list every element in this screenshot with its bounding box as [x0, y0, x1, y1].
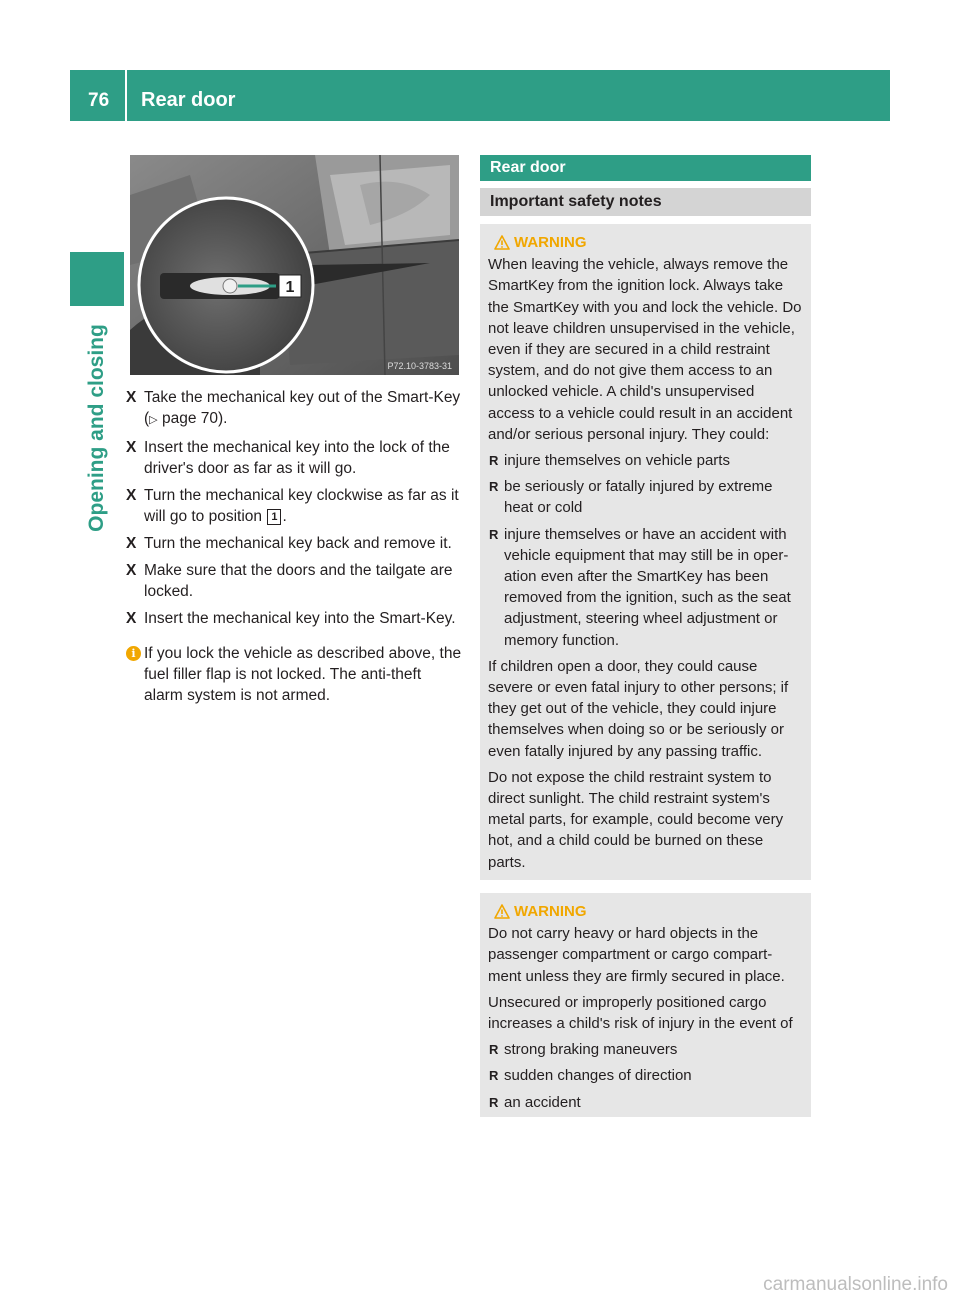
step-marker: X	[126, 389, 137, 406]
bullet-marker: R	[489, 1068, 499, 1084]
warning-label: WARNING	[514, 903, 587, 920]
page-title: Rear door	[141, 89, 236, 111]
step-text: Turn the mechanical key back and remove it.	[144, 535, 452, 552]
step-text: Turn the mechanical key clockwise as far as it will go to position	[144, 487, 459, 525]
step-marker: X	[126, 562, 137, 579]
bullet-marker: R	[489, 526, 499, 542]
warning-heading	[494, 232, 803, 253]
warning-text: If children open a door, they could cause severe or even fatal injury to other persons; if they get out of the vehicle, they could injure themselves when doing so or be seriously or even fatally injured by any passing traffic.	[488, 657, 789, 760]
warning-text: Do not carry heavy or hard objects in the passenger compartment or cargo compart-ment unless they are firmly secured in place.	[488, 925, 785, 985]
step-marker: X	[126, 610, 137, 627]
list-item	[488, 450, 803, 471]
step-item	[126, 437, 462, 479]
figure-code: P72.10-3783-31	[387, 361, 452, 371]
step-text: Take the mechanical key out of the Smart-Key (	[144, 389, 461, 427]
bullet-marker: R	[489, 1094, 499, 1110]
side-tab-block	[70, 252, 124, 306]
car-door-illustration	[130, 155, 459, 375]
door-lock-figure	[130, 155, 459, 375]
warning-text: When leaving the vehicle, always remove the SmartKey from the ignition lock. Always take the SmartKey with you and lock the vehicle. Do not leave children unsupervised in the vehicle, even if they are secured in a child restraint system, and do not give them access to an unlocked vehicle. A child's unsupervised access to a vehicle could result in an accident and/or serious personal injury. They could:	[488, 256, 802, 443]
step-text-end: .	[282, 508, 287, 525]
info-text: If you lock the vehicle as described above, the fuel filler flap is not locked. The anti-theft alarm system is not armed.	[144, 645, 462, 704]
info-icon: i	[126, 646, 141, 661]
warning-text: Unsecured or improperly positioned cargo increases a child's risk of injury in the event of	[488, 993, 793, 1033]
list-item-text: sudden changes of direction	[504, 1067, 692, 1085]
step-item	[126, 608, 462, 629]
bullet-marker: R	[489, 479, 499, 495]
step-text: Insert the mechanical key into the lock of the driver's door as far as it will go.	[144, 439, 450, 477]
step-marker: X	[126, 535, 137, 552]
step-item	[126, 560, 462, 602]
position-callout: 1	[267, 509, 281, 525]
list-item	[488, 1065, 803, 1086]
list-item-text: an accident	[504, 1093, 581, 1111]
list-item	[488, 476, 803, 518]
list-item-text: injure themselves or have an accident with vehicle equipment that may still be in oper-ation even after the SmartKey has been removed from the ignition, such as the seat adjustment, steering wheel adjustment or memory function.	[504, 525, 791, 649]
step-marker: X	[126, 439, 137, 456]
list-item	[488, 1039, 803, 1060]
list-item	[488, 1092, 803, 1113]
page-reference-icon: ▷	[149, 414, 158, 426]
page-reference-link[interactable]: page 70).	[161, 410, 228, 427]
page-number: 76	[88, 90, 110, 111]
step-text: Make sure that the doors and the tailgate are locked.	[144, 562, 453, 600]
list-item-text: strong braking maneuvers	[504, 1041, 678, 1059]
side-tab	[70, 305, 124, 550]
warning-triangle-icon	[494, 904, 510, 919]
bullet-marker: R	[489, 453, 499, 469]
list-item	[488, 524, 803, 651]
bullet-marker: R	[489, 1042, 499, 1058]
header-divider	[125, 70, 127, 121]
figure-callout: 1	[285, 279, 295, 296]
section-heading: Rear door	[480, 155, 811, 181]
watermark: carmanualsonline.info	[763, 1274, 948, 1295]
step-text: Insert the mechanical key into the Smart-Key.	[144, 610, 456, 627]
step-marker: X	[126, 487, 137, 504]
list-item-text: be seriously or fatally injured by extreme heat or cold	[504, 478, 773, 517]
instruction-steps	[126, 387, 462, 706]
warning-label: WARNING	[514, 234, 587, 251]
warning-box-cargo	[480, 893, 811, 1117]
step-item	[126, 485, 462, 527]
step-item	[126, 533, 462, 554]
warning-text: Do not expose the child restraint system to direct sunlight. The child restraint system's metal parts, for example, could become very hot, and a child could be burned on these parts.	[488, 768, 784, 871]
list-item-text: injure themselves on vehicle parts	[504, 452, 730, 470]
step-item	[126, 387, 462, 431]
warning-box-children	[480, 224, 811, 880]
subsection-heading: Important safety notes	[480, 188, 811, 216]
warning-triangle-icon	[494, 235, 510, 250]
warning-heading	[494, 901, 803, 922]
side-tab-label: Opening and closing	[85, 323, 108, 532]
info-note	[126, 643, 462, 706]
